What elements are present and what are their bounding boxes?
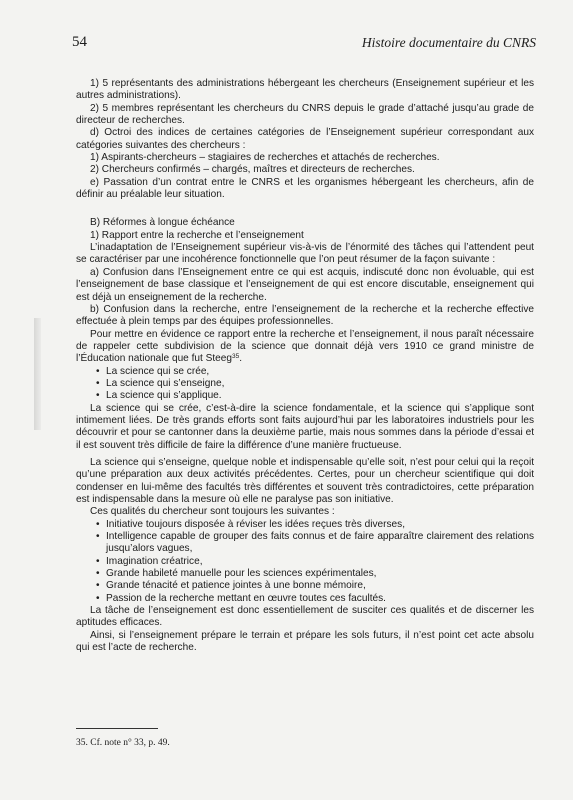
list-item-text: Intelligence capable de grouper des faits connus et de faire apparaître clairement des relations jusqu’alors vagues, xyxy=(106,531,534,555)
paragraph: 1) Aspirants-chercheurs – stagiaires de recherches et attachés de recherches. xyxy=(90,152,440,164)
bullet-icon: • xyxy=(96,365,100,377)
footnote-marker: 35 xyxy=(232,353,240,361)
paragraph: La science qui s’enseigne, quelque noble et indispensable qu’elle soit, n’est pour celui qui la reçoit qu’une préparation aux deux activités précédentes. Certes, pour un chercheur scientifique qui doit condenser en lui-même des facultés très différentes et souvent très contradictoires, cette préparation est indispensable dans la mesure où elle ne paralyse pas son initiative. xyxy=(76,456,534,505)
bullet-icon: • xyxy=(96,390,100,402)
list-item xyxy=(76,378,534,390)
list-item-text: Imagination créatrice, xyxy=(106,555,203,567)
paragraph-text: Pour mettre en évidence ce rapport entre la recherche et l’enseignement, il nous paraît nécessaire de rappeler cette subdivision de la science que donnait déjà vers 1910 ce grand ministre de l’Éducation nationale que fut Steeg xyxy=(76,328,534,365)
list-item xyxy=(76,390,534,402)
bullet-icon: • xyxy=(96,518,100,530)
list-item xyxy=(76,556,534,568)
paragraph: 2) 5 membres représentant les chercheurs du CNRS depuis le grade d’attaché jusqu’au grade de directeur de recherches. xyxy=(76,102,534,127)
list-item-text: La science qui se crée, xyxy=(106,365,210,377)
footnote: 35. Cf. note n° 33, p. 49. xyxy=(76,738,170,748)
list-item-text: La science qui s’enseigne, xyxy=(106,377,225,389)
list-item-text: Initiative toujours disposée à réviser les idées reçues très diverses, xyxy=(106,518,406,530)
list-item-text: Grande ténacité et patience jointes à une bonne mémoire, xyxy=(106,580,366,592)
bullet-icon: • xyxy=(96,568,100,580)
scan-edge-shadow xyxy=(34,318,41,430)
list-item-text: Grande habileté manuelle pour les sciences expérimentales, xyxy=(106,568,377,580)
subsection-heading: 1) Rapport entre la recherche et l’enseignement xyxy=(90,229,304,241)
paragraph: 2) Chercheurs confirmés – chargés, maîtres et directeurs de recherches. xyxy=(90,164,415,176)
bullet-icon: • xyxy=(96,531,100,543)
bullet-icon: • xyxy=(96,580,100,592)
page-number: 54 xyxy=(72,34,87,50)
list-item xyxy=(76,531,534,556)
paragraph: a) Confusion dans l’Enseignement entre ce qui est acquis, indiscuté donc non évoluable, qui est l’enseignement de base classique et l’enseignement de qui est encore discutable, enseignement qui est déjà un enseignement de la recherche. xyxy=(76,266,534,303)
list-item-text: Passion de la recherche mettant en œuvre toutes ces facultés. xyxy=(106,592,386,604)
paragraph: La science qui se crée, c’est-à-dire la science fondamentale, et la science qui s’applique sont intimement liées. De très grands efforts sont faits aujourd’hui par les laboratoires industriels pour les découvrir et pour se cantonner dans la deuxième partie, mais nous sommes dans la période d’essai et il est souvent très difficile de faire la différence d’une manière fructueuse. xyxy=(76,402,534,451)
paragraph: e) Passation d’un contrat entre le CNRS et les organismes hébergeant les chercheurs, afin de définir au préalable leur situation. xyxy=(76,176,534,201)
list-item xyxy=(76,593,534,605)
bullet-icon: • xyxy=(96,592,100,604)
list-item xyxy=(76,568,534,580)
paragraph: 1) 5 représentants des administrations hébergeant les chercheurs (Enseignement supérieur et les autres administrations). xyxy=(76,78,534,102)
list-item xyxy=(76,580,534,592)
paragraph: b) Confusion dans la recherche, entre l’enseignement de la recherche et la recherche effective effectuée à plein temps par des équipes professionnelles. xyxy=(76,303,534,328)
footnote-rule xyxy=(76,728,158,729)
running-title: Histoire documentaire du CNRS xyxy=(361,35,536,50)
list-item xyxy=(76,366,534,378)
list-item-text: La science qui s’applique. xyxy=(106,390,222,402)
section-heading: B) Réformes à longue échéance xyxy=(90,217,235,229)
paragraph: Ainsi, si l’enseignement prépare le terrain et prépare les sols futurs, il n’est point cet acte absolu qui est l’acte de recherche. xyxy=(76,629,534,654)
bullet-icon: • xyxy=(96,555,100,567)
page-header xyxy=(72,34,536,54)
page-body xyxy=(76,78,534,654)
paragraph: L’inadaptation de l’Enseignement supérieur vis-à-vis de l’énormité des tâches qui l’attendent peut se caractériser par une incohérence fonctionnelle que l’on peut résumer de la façon suivante : xyxy=(76,242,534,266)
paragraph: d) Octroi des indices de certaines catégories de l’Enseignement supérieur correspondant aux catégories suivantes des chercheurs : xyxy=(76,127,534,151)
list-item xyxy=(76,519,534,531)
paragraph: Pour mettre en évidence ce rapport entre la recherche et l’enseignement, il nous paraît nécessaire de rappeler cette subdivision de la science que donnait déjà vers 1910 ce grand ministre de l’Éducation nationale que fut Steeg$^{35}$. xyxy=(76,328,534,365)
bullet-icon: • xyxy=(96,377,100,389)
paragraph: Ces qualités du chercheur sont toujours les suivantes : xyxy=(90,506,335,518)
paragraph: La tâche de l’enseignement est donc essentiellement de susciter ces qualités et de discerner les aptitudes efficaces. xyxy=(76,605,534,629)
